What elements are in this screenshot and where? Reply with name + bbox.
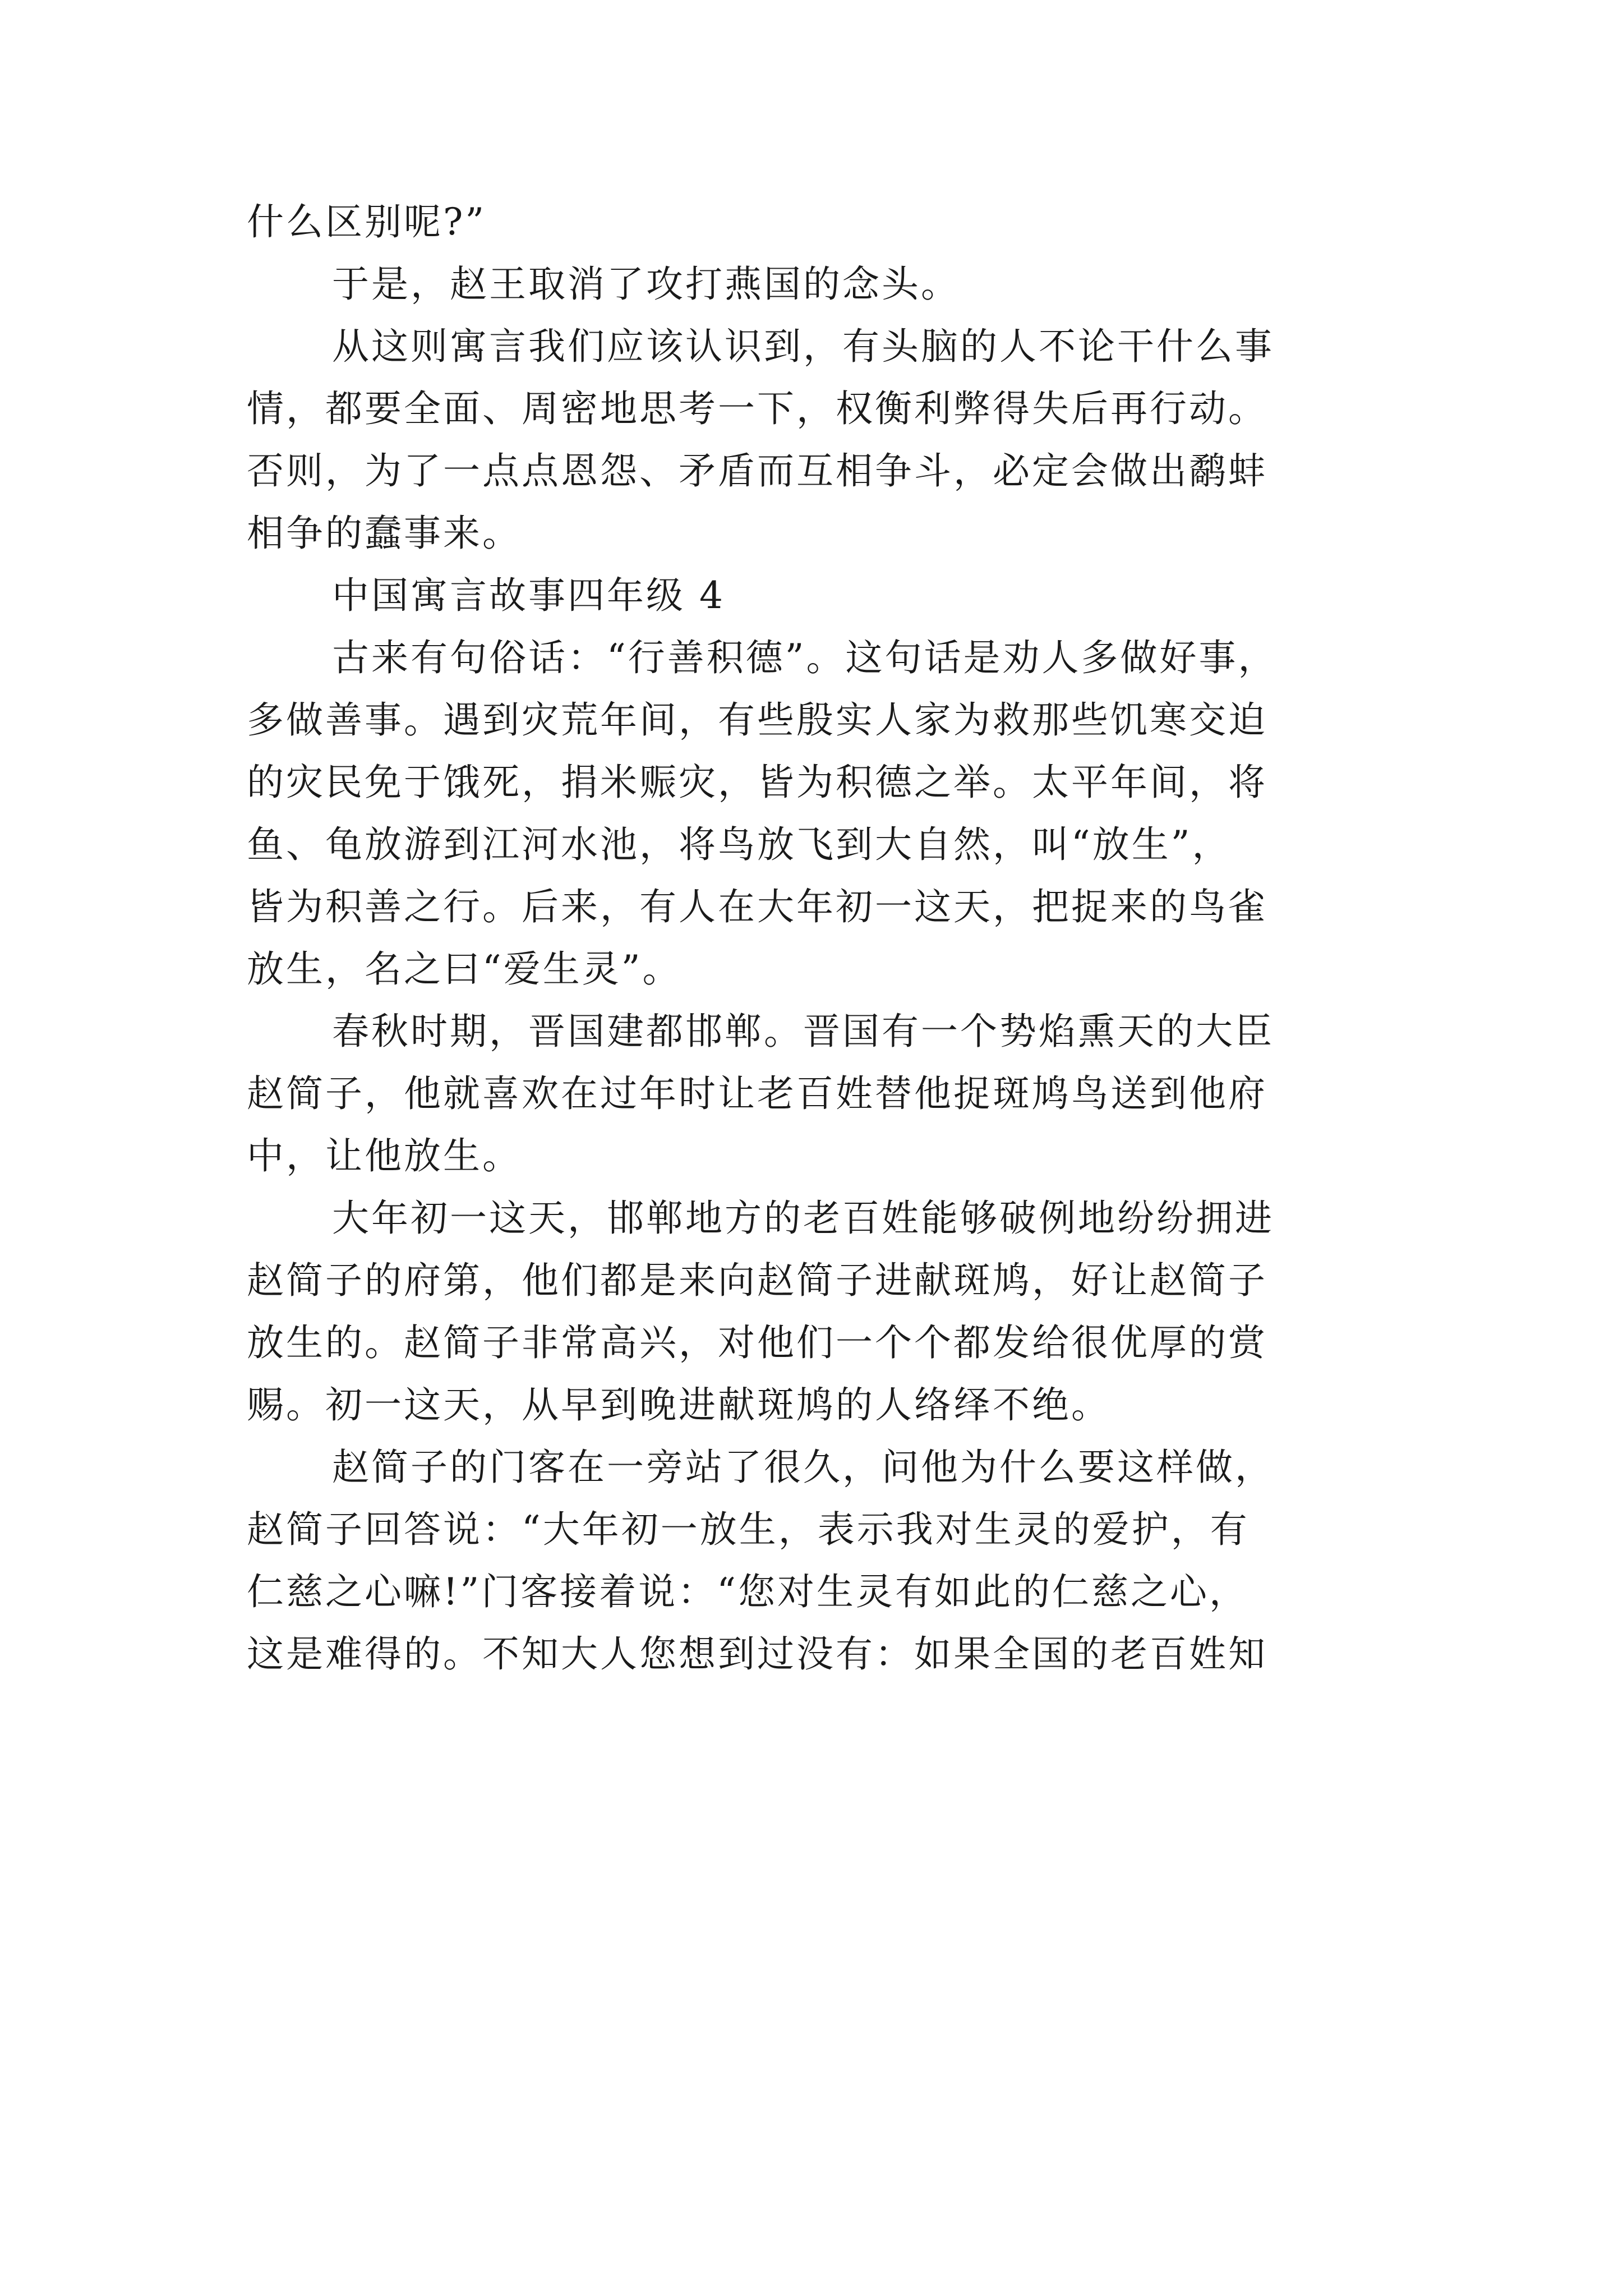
paragraph <box>247 1000 1374 1187</box>
text-line: 的灾民免于饿死，捐米赈灾，皆为积德之举。太平年间，将 <box>247 761 1267 804</box>
paragraph <box>247 1187 1374 1436</box>
text-line: 放生，名之曰“爱生灵”。 <box>247 947 682 991</box>
text-line: 春秋时期，晋国建都邯郸。晋国有一个势焰熏天的大臣 <box>332 1010 1274 1053</box>
text-line: 多做善事。遇到灾荒年间，有些殷实人家为救那些饥寒交迫 <box>247 698 1267 742</box>
paragraph <box>247 191 1374 253</box>
text-line: 赵简子，他就喜欢在过年时让老百姓替他捉斑鸠鸟送到他府 <box>247 1072 1267 1115</box>
body-text <box>247 191 1374 1685</box>
text-line: 赵简子的府第，他们都是来向赵简子进献斑鸠，好让赵简子 <box>247 1259 1267 1302</box>
paragraph <box>247 315 1374 564</box>
text-line: 什么区别呢?” <box>247 200 487 243</box>
paragraph <box>247 253 1374 315</box>
text-line: 情，都要全面、周密地思考一下，权衡利弊得失后再行动。 <box>247 387 1267 430</box>
text-line: 皆为积善之行。后来，有人在大年初一这天，把捉来的鸟雀 <box>247 885 1267 928</box>
text-line: 中，让他放生。 <box>247 1134 522 1177</box>
text-line: 赐。初一这天，从早到晚进献斑鸠的人络绎不绝。 <box>247 1383 1110 1427</box>
text-line: 赵简子的门客在一旁站了很久，问他为什么要这样做， <box>332 1446 1274 1489</box>
paragraph <box>247 627 1374 1000</box>
text-line: 放生的。赵简子非常高兴，对他们一个个都发给很优厚的赏 <box>247 1321 1267 1364</box>
paragraph <box>247 1436 1374 1685</box>
text-line: 古来有句俗话：“行善积德”。这句话是劝人多做好事， <box>332 636 1278 679</box>
text-line: 大年初一这天，邯郸地方的老百姓能够破例地纷纷拥进 <box>332 1197 1274 1240</box>
text-line: 鱼、龟放游到江河水池，将鸟放飞到大自然，叫“放生”， <box>247 823 1232 866</box>
text-line: 中国寓言故事四年级 4 <box>332 574 725 617</box>
text-line: 否则，为了一点点恩怨、矛盾而互相争斗，必定会做出鹬蚌 <box>247 449 1267 493</box>
section-heading <box>247 564 1374 627</box>
text-line: 这是难得的。不知大人您想到过没有：如果全国的老百姓知 <box>247 1632 1267 1676</box>
text-line: 赵简子回答说：“大年初一放生，表示我对生灵的爱护，有 <box>247 1508 1249 1551</box>
text-line: 于是，赵王取消了攻打燕国的念头。 <box>332 263 960 306</box>
text-line: 仁慈之心嘛!”门客接着说：“您对生灵有如此的仁慈之心， <box>247 1570 1249 1613</box>
text-line: 相争的蠢事来。 <box>247 512 522 555</box>
text-line: 从这则寓言我们应该认识到，有头脑的人不论干什么事 <box>332 325 1274 368</box>
